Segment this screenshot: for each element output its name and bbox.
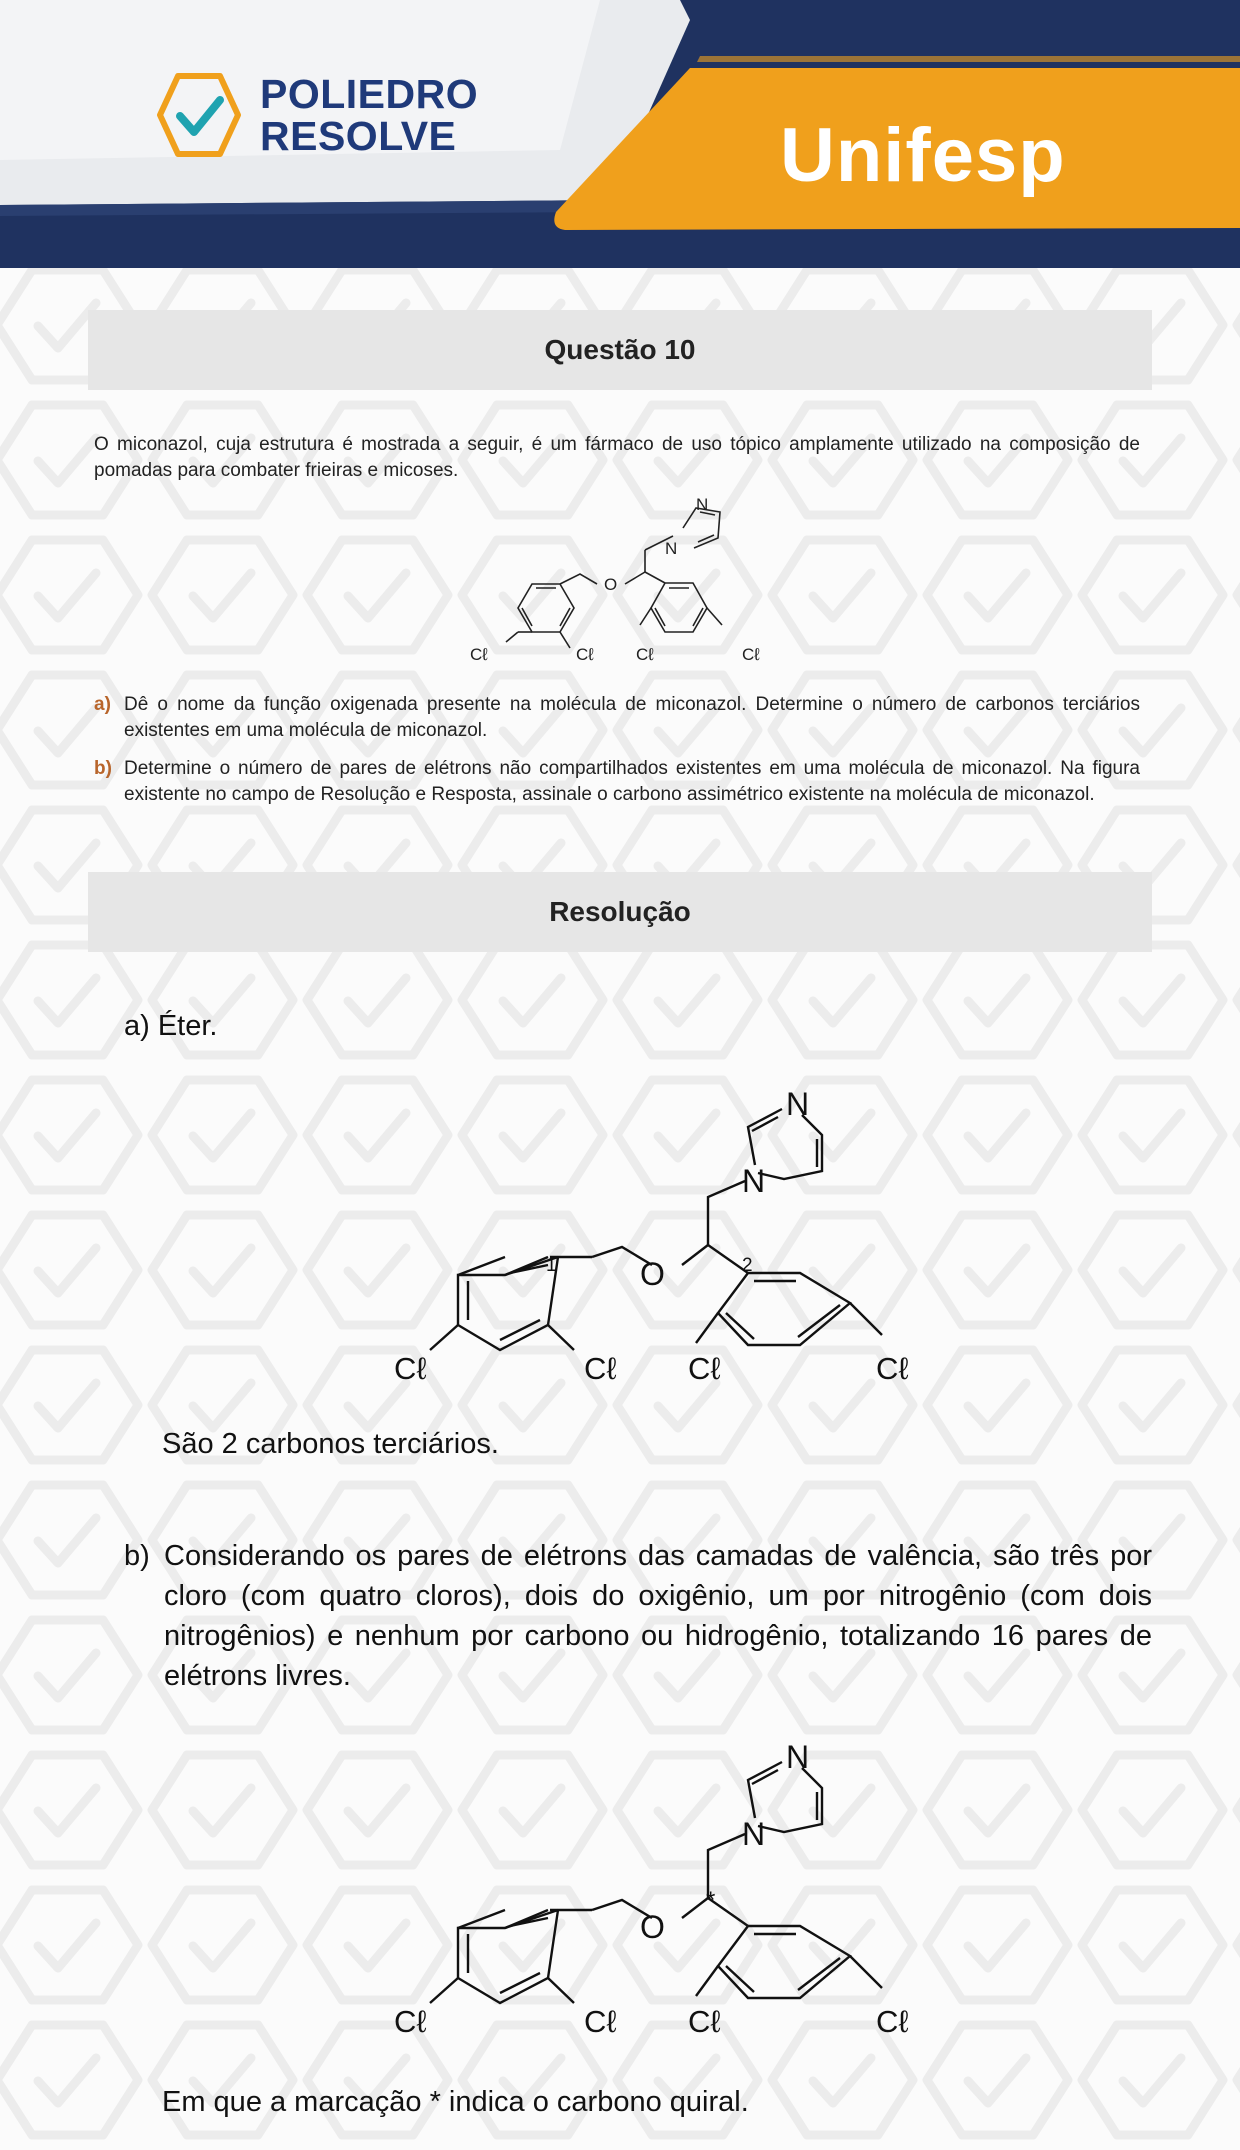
struct-a-cl1: Cℓ bbox=[394, 1351, 427, 1386]
item-b-label: b) bbox=[94, 758, 112, 779]
answer-b-label: b) bbox=[124, 1540, 150, 1572]
struct-a-cl2: Cℓ bbox=[584, 1351, 617, 1386]
brand-line-1: POLIEDRO bbox=[260, 71, 479, 117]
struct-a-cl4: Cℓ bbox=[876, 1351, 909, 1386]
exam-name: Unifesp bbox=[780, 113, 1066, 198]
item-a-text: Dê o nome da função oxigenada presente na molécula de miconazol. Determine o número de carbonos terciários existentes em uma molécula de miconazol. bbox=[124, 694, 1140, 741]
item-b-text: Determine o número de pares de elétrons não compartilhados existentes em uma molécula de miconazol. Na figura existente no campo de Resolução e Resposta, assinale o carbono assimétrico existente na molécula de miconazol. bbox=[124, 758, 1140, 805]
question-item-a bbox=[94, 692, 1140, 744]
miconazole-structure-b bbox=[390, 1728, 930, 2048]
miconazole-structure-question bbox=[460, 490, 780, 680]
question-item-b bbox=[94, 756, 1140, 808]
struct-q-cl3: Cℓ bbox=[636, 645, 654, 664]
answer-b bbox=[124, 1536, 1152, 1696]
question-title: Questão 10 bbox=[88, 310, 1152, 390]
struct-q-o: O bbox=[604, 575, 618, 594]
struct-b-cl1: Cℓ bbox=[394, 2004, 427, 2039]
struct-a-o: O bbox=[640, 1256, 665, 1292]
struct-a-label-1: 1 bbox=[546, 1255, 557, 1276]
struct-b-cl4: Cℓ bbox=[876, 2004, 909, 2039]
struct-b-n2: N bbox=[742, 1816, 766, 1852]
struct-b-cl2: Cℓ bbox=[584, 2004, 617, 2039]
struct-q-cl2: Cℓ bbox=[576, 645, 594, 664]
struct-q-n2: N bbox=[665, 539, 678, 558]
struct-q-n1: N bbox=[696, 495, 709, 514]
struct-b-chiral-mark: * bbox=[706, 1887, 716, 1914]
struct-a-n1: N bbox=[786, 1086, 810, 1122]
miconazole-structure-a bbox=[390, 1075, 930, 1395]
struct-b-n1: N bbox=[786, 1739, 810, 1775]
brand-line-2: RESOLVE bbox=[260, 113, 457, 159]
item-a-label: a) bbox=[94, 694, 111, 715]
answer-b-text: Considerando os pares de elétrons das camadas de valência, são três por cloro (com quatro cloros), dois do oxigênio, um por nitrogênio (com dois nitrogênios) e nenhum por carbono ou hidrogênio, totalizando 16 pares de elétrons livres. bbox=[164, 1540, 1152, 1692]
struct-a-cl3: Cℓ bbox=[688, 1351, 721, 1386]
answer-a-note: São 2 carbonos terciários. bbox=[162, 1428, 499, 1460]
struct-q-cl1: Cℓ bbox=[470, 645, 488, 664]
struct-b-o: O bbox=[640, 1909, 665, 1945]
answer-a: a) Éter. bbox=[124, 1010, 218, 1042]
struct-b-cl3: Cℓ bbox=[688, 2004, 721, 2039]
answer-b-note: Em que a marcação * indica o carbono quiral. bbox=[162, 2086, 749, 2118]
question-intro: O miconazol, cuja estrutura é mostrada a seguir, é um fármaco de uso tópico amplamente utilizado na composição de pomadas para combater frieiras e micoses. bbox=[94, 434, 1140, 481]
resolution-title: Resolução bbox=[88, 872, 1152, 952]
struct-a-n2: N bbox=[742, 1163, 766, 1199]
struct-q-cl4: Cℓ bbox=[742, 645, 760, 664]
struct-a-label-2: 2 bbox=[742, 1255, 753, 1276]
